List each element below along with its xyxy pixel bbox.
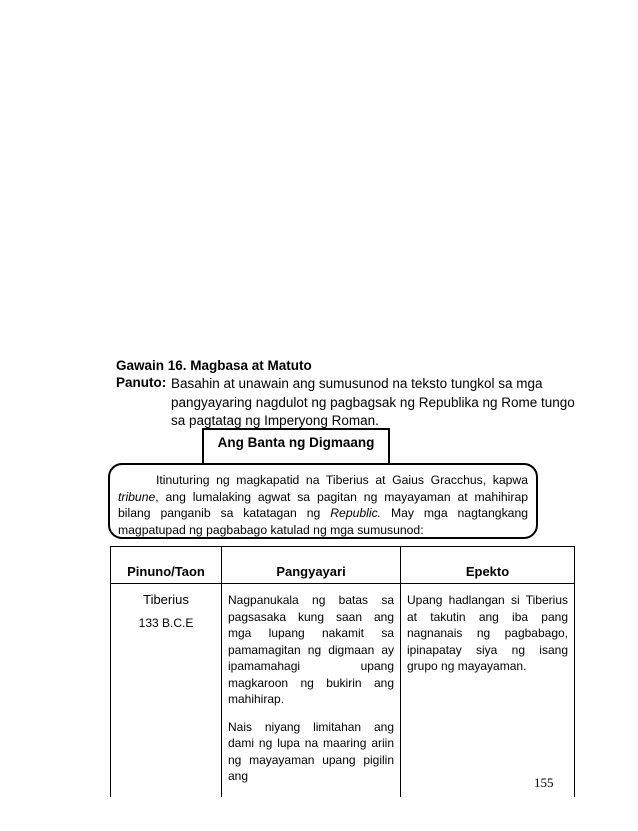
header-leader-year: Pinuno/Taon — [111, 547, 222, 584]
reading-italic-tribune: tribune — [118, 489, 156, 504]
table-row — [111, 584, 575, 797]
instruction-label: Panuto: — [116, 375, 167, 390]
leader-cell — [111, 584, 222, 797]
reading-text-2: , ang lumalaking agwat sa pagitan ng mayayaman at mahihirap bilang panganib sa katatagan ng — [118, 489, 528, 520]
events-table — [110, 546, 575, 797]
reading-passage — [108, 463, 538, 539]
table-header-row — [111, 547, 575, 584]
instruction-text: Basahin at unawain ang sumusunod na teksto tungkol sa mga pangyayaring nagdulot ng pagbagsak ng Republika ng Rome tungo sa pagtatag ng Imperyong Roman. — [171, 376, 575, 428]
header-event: Pangyayari — [222, 547, 401, 584]
reading-text-3: May mga nagtangkang magpatupad ng pagbabago katulad ng mga sumusunod: — [118, 506, 529, 537]
event-paragraph-1: Nagpanukala ng batas sa pagsasaka kung saan ang mga lupang nakamit sa pamamagitan ng digmaan ay ipamamahagi upang magkaroon ng bukirin ang mahihirap. — [228, 593, 394, 706]
leader-name: Tiberius — [143, 592, 189, 607]
effect-text: Upang hadlangan si Tiberius at takutin ang iba pang nagnanais ng pagbabago, ipinapatay siya ng isang grupo ng mayayaman. — [407, 593, 568, 673]
section-banner: Ang Banta ng Digmaang — [202, 428, 390, 464]
reading-italic-republic: Republic. — [330, 506, 382, 520]
reading-text-1: Itinuturing ng magkapatid na Tiberius at Gaius Gracchus, kapwa — [156, 473, 528, 487]
page-number: 155 — [534, 775, 554, 790]
effect-cell — [401, 584, 575, 797]
header-effect: Epekto — [401, 547, 575, 584]
leader-year: 133 B.C.E — [138, 616, 194, 630]
activity-title: Gawain 16. Magbasa at Matuto — [116, 358, 312, 373]
event-paragraph-2: Nais niyang limitahan ang dami ng lupa na maaring ariin ng mayayaman upang pigilin ang — [228, 719, 394, 783]
event-cell — [222, 584, 401, 797]
